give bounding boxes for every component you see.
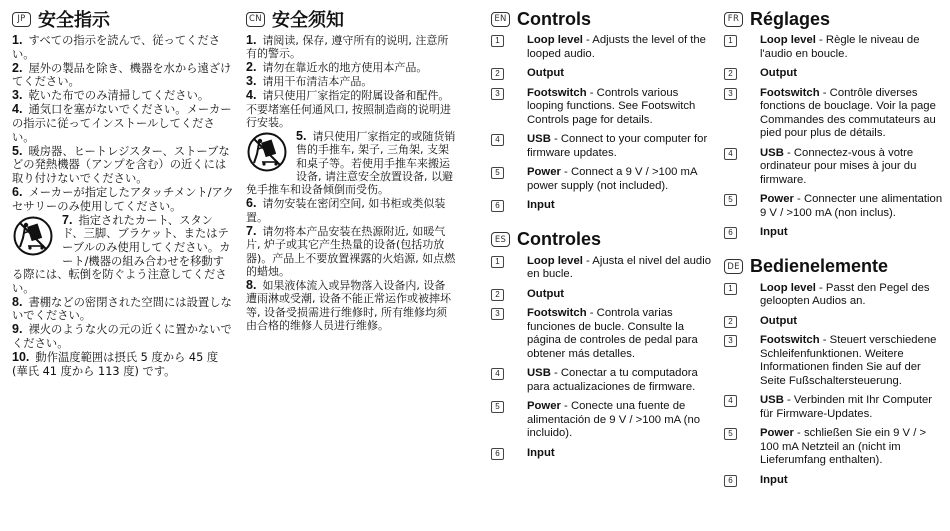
cn-item-2: 2. 请勿在靠近水的地方使用本产品。 <box>246 60 428 75</box>
es-control-1: 1 Loop level - Ajusta el nivel del audio en bucle. <box>491 255 713 282</box>
cn-heading <box>246 8 456 30</box>
lang-badge-jp: JP <box>12 12 31 27</box>
cn-item-7: 7. 请勿将本产品安装在热源附近, 如暖气片, 炉子或其它产生热量的设备(包括功放器)。产品上不要放置裸露的火焰源, 如点燃的蜡烛。 <box>246 223 456 278</box>
fr-title: Réglages <box>750 8 831 29</box>
en-es-controls-column <box>491 8 713 466</box>
fr-controls-list <box>724 34 946 240</box>
lang-badge-fr: FR <box>724 12 743 27</box>
de-control-2: 2 Output <box>724 315 946 329</box>
fr-heading <box>724 8 946 30</box>
jp-item-5: 5. 暖房器、ヒートレジスター、ストーブなどの発熱機器（アンプを含む）の近くには取り付けないでください。 <box>12 143 230 185</box>
jp-safety-section <box>12 8 234 379</box>
es-controls-list <box>491 255 713 461</box>
de-control-4: 4 USB - Verbinden mit Ihr Computer für Firmware-Updates. <box>724 394 946 421</box>
jp-item-10: 10. 動作温度範囲は摂氏 5 度から 45 度 (華氏 41 度から 113 度) です。 <box>12 350 219 378</box>
de-title: Bedienelemente <box>750 256 889 276</box>
jp-item-9: 9. 裸火のような火の元の近くに置かないでください。 <box>12 322 232 351</box>
fr-control-2: 2 Output <box>724 67 946 81</box>
fr-control-3: 3 Footswitch - Contrôle diverses fonctions de bouclage. Voir la page Commandes des commutateurs au pied pour plus de détails. <box>724 87 946 141</box>
de-control-5: 5 Power - schließen Sie ein 9 V / > 100 mA Netzteil an (nicht im Lieferumfang enthalten). <box>724 427 946 468</box>
en-control-5: 5 Power - Connect a 9 V / >100 mA power supply (not included). <box>491 166 713 193</box>
en-control-4: 4 USB - Connect to your computer for firmware updates. <box>491 133 713 160</box>
fr-control-6: 6 Input <box>724 226 946 240</box>
cn-item-1: 1. 请阅读, 保存, 遵守所有的说明, 注意所有的警示。 <box>246 33 449 61</box>
cn-item-4: 4. 请只使用厂家指定的附属设备和配件。不要堵塞任何通风口, 按照制造商的说明进行安装。 <box>246 88 451 129</box>
jp-item-8: 8. 書棚などの密閉された空間には設置しないでください。 <box>12 294 232 323</box>
jp-heading <box>12 8 234 30</box>
lang-badge-es: ES <box>491 232 510 247</box>
cart-warning-icon <box>12 216 56 256</box>
lang-badge-cn: CN <box>246 12 265 27</box>
fr-control-5: 5 Power - Connecter une alimentation 9 V / >100 mA (non inclus). <box>724 193 946 220</box>
es-heading <box>491 229 713 251</box>
jp-title: 安全指示 <box>38 10 110 31</box>
cn-title: 安全须知 <box>272 10 344 31</box>
de-controls-list <box>724 282 946 488</box>
en-heading <box>491 8 713 30</box>
en-title: Controls <box>517 8 591 29</box>
cn-item-3: 3. 请用干布清洁本产品。 <box>246 74 373 89</box>
en-controls-list <box>491 34 713 213</box>
cn-item-6: 6. 请勿安装在密闭空间, 如书柜或类似装置。 <box>246 196 446 224</box>
cart-warning-icon <box>246 132 290 172</box>
fr-de-controls-column <box>724 8 946 493</box>
cn-item-5: 5. 请只使用厂家指定的或随货销售的手推车, 架子, 三角架, 支架和桌子等。若使用手推车来搬运设备, 请注意安全放置设备, 以避免手推车和设备倾倒而受伤。 <box>246 128 456 197</box>
de-control-3: 3 Footswitch - Steuert verschiedene Schleifenfunktionen. Weitere Informationen finden Sie auf der Seite Fußschaltersteuerung. <box>724 334 946 388</box>
fr-control-4: 4 USB - Connectez-vous à votre ordinateur pour mises à jour du firmware. <box>724 147 946 188</box>
en-control-3: 3 Footswitch - Controls various looping functions. See Footswitch Controls page for details. <box>491 87 713 128</box>
cn-safety-section <box>246 8 456 333</box>
jp-item-1: 1. すべての指示を読んで、従ってください。 <box>12 33 221 61</box>
fr-control-1: 1 Loop level - Règle le niveau de l'audio en boucle. <box>724 34 946 61</box>
cn-item-8: 8. 如果液体流入或异物落入设备内, 设备遭雨淋或受潮, 设备不能正常运作或被摔坏等, 设备受损需进行维修时, 所有维修均须由合格的维修人员进行维修。 <box>246 277 451 333</box>
jp-item-7: 7. 指定されたカート、スタンド、三脚、ブラケット、またはテーブルのみ使用してください。カート/機器の組み合わせを移動する際には、転倒を防ぐよう注意してください。 <box>12 212 231 295</box>
en-control-1: 1 Loop level - Adjusts the level of the looped audio. <box>491 34 713 61</box>
en-control-2: 2 Output <box>491 67 713 81</box>
jp-item-2: 2. 屋外の製品を除き、機器を水から遠ざけてください。 <box>12 60 232 89</box>
de-control-1: 1 Loop level - Passt den Pegel des geloopten Audios an. <box>724 282 946 309</box>
lang-badge-de: DE <box>724 259 743 274</box>
es-control-6: 6 Input <box>491 447 713 461</box>
es-title: Controles <box>517 229 602 249</box>
jp-item-3: 3. 乾いた布でのみ清掃してください。 <box>12 88 210 103</box>
lang-badge-en: EN <box>491 12 510 27</box>
es-control-4: 4 USB - Conectar a tu computadora para actualizaciones de firmware. <box>491 367 713 394</box>
es-control-2: 2 Output <box>491 288 713 302</box>
de-heading <box>724 256 946 278</box>
jp-item-4: 4. 通気口を塞がないでください。メーカーの指示に従ってインストールしてください。 <box>12 102 232 144</box>
jp-item-6: 6. メーカーが指定したアタッチメント/アクセサリーのみ使用してください。 <box>12 185 234 213</box>
es-control-3: 3 Footswitch - Controla varias funciones de bucle. Consulte la página de controles de pedal para obtener más detalles. <box>491 307 713 361</box>
de-control-6: 6 Input <box>724 474 946 488</box>
es-control-5: 5 Power - Conecte una fuente de alimentación de 9 V / >100 mA (no incluido). <box>491 400 713 441</box>
en-control-6: 6 Input <box>491 199 713 213</box>
